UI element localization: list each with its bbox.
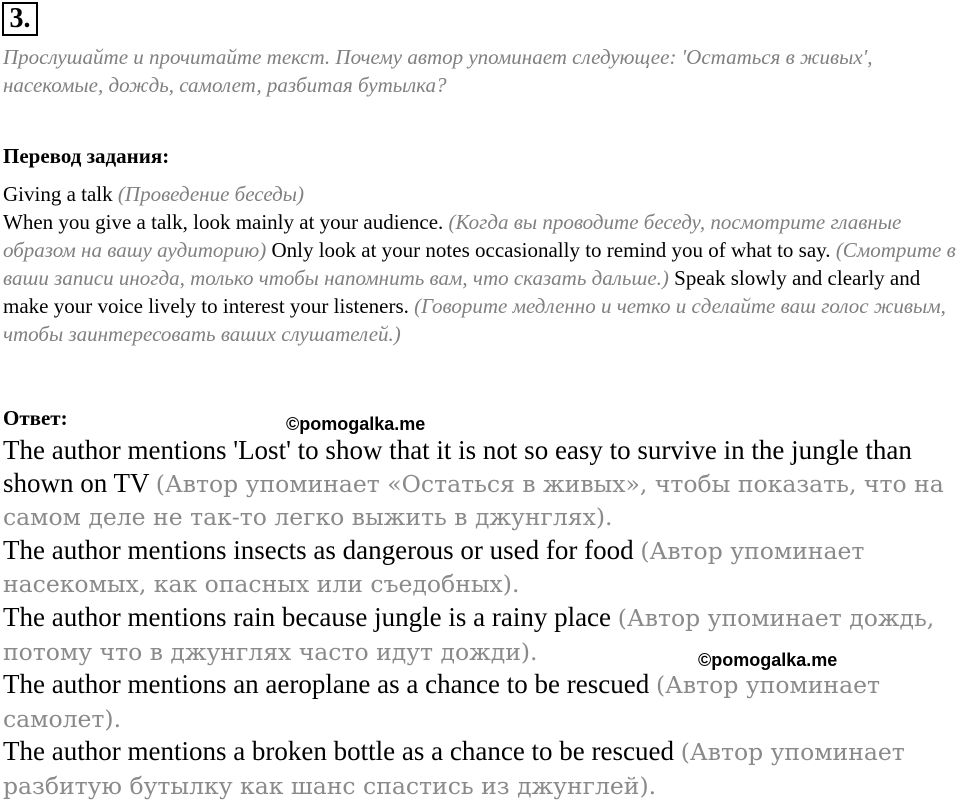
- watermark: ©pomogalka.me: [286, 414, 426, 434]
- answer-en: The author mentions a broken bottle as a chance to be rescued: [3, 736, 674, 767]
- translation-body: [3, 180, 958, 348]
- answer-item: [3, 534, 960, 601]
- answer-item: [3, 434, 960, 534]
- answer-en: The author mentions insects as dangerous or used for food: [3, 534, 634, 565]
- task-number: 3.: [2, 2, 38, 36]
- watermark: ©pomogalka.me: [698, 650, 838, 670]
- answer-en: The author mentions rain because jungle is a rainy place: [3, 601, 612, 632]
- answer-ru: (Автор упоминает «Остаться в живых», чтобы показать, что на самом деле не так-то легко выжить в джунглях).: [3, 469, 944, 532]
- translation-heading: Перевод задания:: [3, 144, 170, 168]
- sentence-1-ru: (Когда вы проводите беседу, посмотрите главные образом на вашу аудиторию): [3, 210, 902, 262]
- translation-paragraph: [3, 208, 958, 348]
- translation-title: [3, 180, 958, 208]
- sentence-1-en: When you give a talk, look mainly at your audience.: [3, 210, 444, 234]
- answer-en: The author mentions 'Lost' to show that it is not so easy to survive in the jungle than shown on TV: [3, 435, 912, 498]
- sentence-3-en: Speak slowly and clearly and make your voice lively to interest your listeners.: [3, 266, 921, 318]
- answer-list: [3, 434, 960, 803]
- answer-heading: Ответ:: [3, 406, 68, 430]
- answer-item: [3, 735, 960, 802]
- title-en: Giving a talk: [3, 182, 113, 206]
- task-text: Прослушайте и прочитайте текст. Почему автор упоминает следующее: 'Остаться в живых', насекомые, дождь, самолет, разбитая бутылка?: [3, 45, 873, 97]
- sentence-2-ru: (Смотрите в ваши записи иногда, только чтобы напомнить вам, что сказать дальше.): [3, 238, 956, 290]
- title-ru: (Проведение беседы): [117, 182, 304, 206]
- sentence-2-en: Only look at your notes occasionally to remind you of what to say.: [271, 238, 831, 262]
- sentence-3-ru: (Говорите медленно и четко и сделайте ваш голос живым, чтобы заинтересовать ваших слушателей.): [3, 294, 946, 346]
- answer-en: The author mentions an aeroplane as a chance to be rescued: [3, 669, 650, 700]
- answer-ru: (Автор упоминает самолет).: [3, 671, 880, 733]
- answer-item: [3, 668, 960, 735]
- answer-ru: (Автор упоминает дождь, потому что в джунглях часто идут дожди).: [3, 603, 935, 666]
- answer-ru: (Автор упоминает насекомых, как опасных или съедобных).: [3, 536, 865, 599]
- answer-ru: (Автор упоминает разбитую бутылку как шанс спастись из джунглей).: [3, 738, 905, 800]
